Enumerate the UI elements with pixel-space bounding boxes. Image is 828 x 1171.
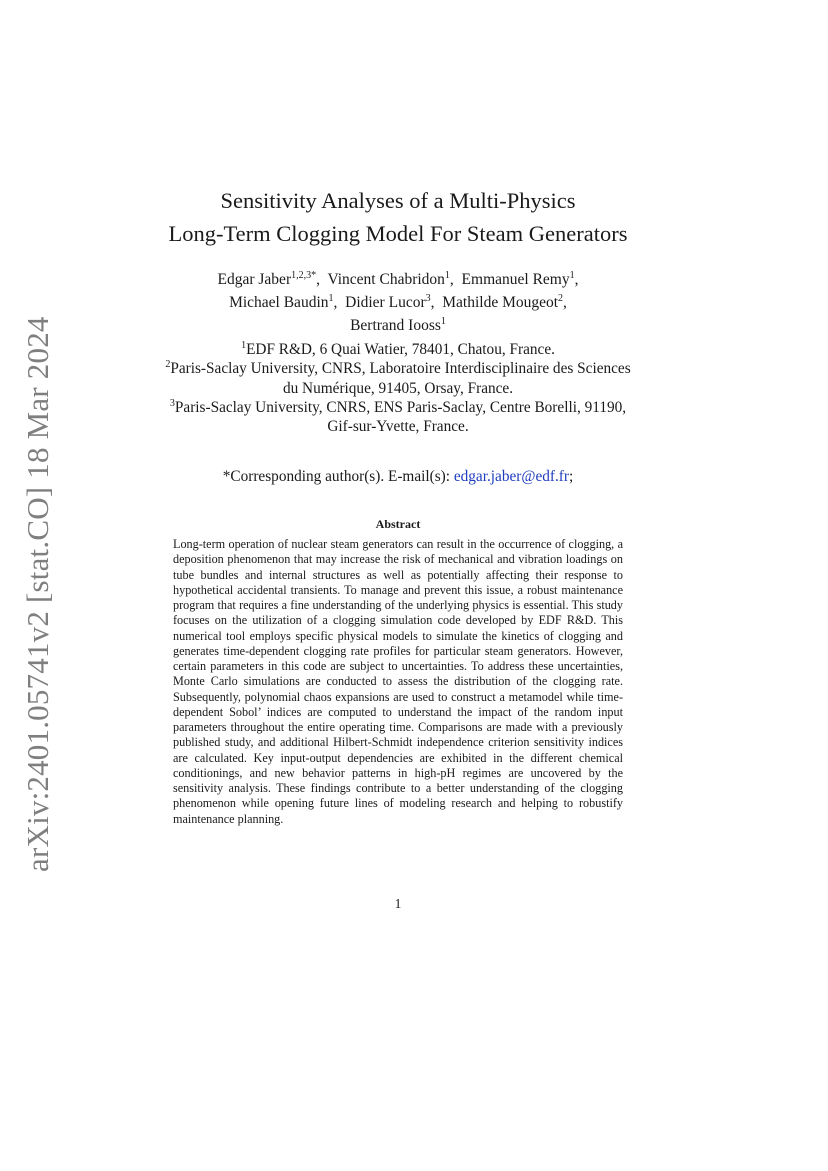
author-list — [120, 268, 676, 337]
affiliation: $^2$Paris-Saclay University, CNRS, Laboratoire Interdisciplinaire des Sciences du Numérique, 91405, Orsay, France. — [165, 359, 631, 397]
author: Vincent Chabridon$^1$, — [327, 270, 454, 288]
corresponding-label: *Corresponding author(s). E-mail(s): — [222, 468, 451, 485]
author: Emmanuel Remy$^1$, — [461, 270, 579, 288]
title-line-1: Sensitivity Analyses of a Multi-Physics — [220, 188, 576, 213]
author: Edgar Jaber$^{1,2,3*}$, — [217, 270, 320, 288]
affiliation-list — [160, 340, 636, 436]
author: Mathilde Mougeot$^2$, — [442, 293, 567, 311]
arxiv-identifier-stamp: arXiv:2401.05741v2 [stat.CO] 18 Mar 2024 — [20, 316, 55, 872]
author: Michael Baudin$^1$, — [229, 293, 338, 311]
affiliation: $^1$EDF R&D, 6 Quai Watier, 78401, Chatou, France. — [241, 340, 555, 358]
page-number: 1 — [394, 896, 402, 911]
abstract-text: Long-term operation of nuclear steam generators can result in the occurrence of clogging, a deposition phenomenon that may increase the risk of mechanical and vibration loadings on tube bundles and internal structures as well as potentially affecting their response to hypothetical accidental transients. To manage and prevent this issue, a robust maintenance program that requires a fine understanding of the underlying physics is essential. This study focuses on the utilization of a clogging simulation code developed by EDF R&D. This numerical tool employs specific physical models to simulate the kinetics of clogging and generates time-dependent clogging rate profiles for particular steam generators. However, certain parameters in this code are subject to uncertainties. To address these uncertainties, Monte Carlo simulations are conducted to assess the distribution of the clogging rate. Subsequently, polynomial chaos expansions are used to construct a metamodel while time-dependent Sobol’ indices are computed to understand the impact of the random input parameters throughout the entire operating time. Comparisons are made with a previously published study, and additional Hilbert-Schmidt independence criterion sensitivity indices are calculated. Key input-output dependencies are exhibited in the different chemical conditionings, and new behavior patterns in high-pH regimes are uncovered by the sensitivity analysis. These findings contribute to a better understanding of the clogging phenomenon while opening future lines of modeling research and helping to robustify maintenance planning. — [173, 537, 623, 826]
affiliation: $^3$Paris-Saclay University, CNRS, ENS Paris-Saclay, Centre Borelli, 91190, Gif-sur-Yvette, France. — [169, 397, 627, 436]
corresponding-author: *Corresponding author(s). E-mail(s): edgar.jaber@edf.fr; — [222, 468, 574, 485]
abstract-heading: Abstract — [375, 517, 421, 531]
author: Bertrand Iooss$^1$ — [350, 316, 446, 334]
paper-title — [100, 184, 696, 250]
email-link[interactable]: edgar.jaber@edf.fr — [453, 468, 569, 485]
author: Didier Lucor$^3$, — [345, 293, 435, 311]
title-line-2: Long-Term Clogging Model For Steam Generators — [168, 221, 628, 246]
